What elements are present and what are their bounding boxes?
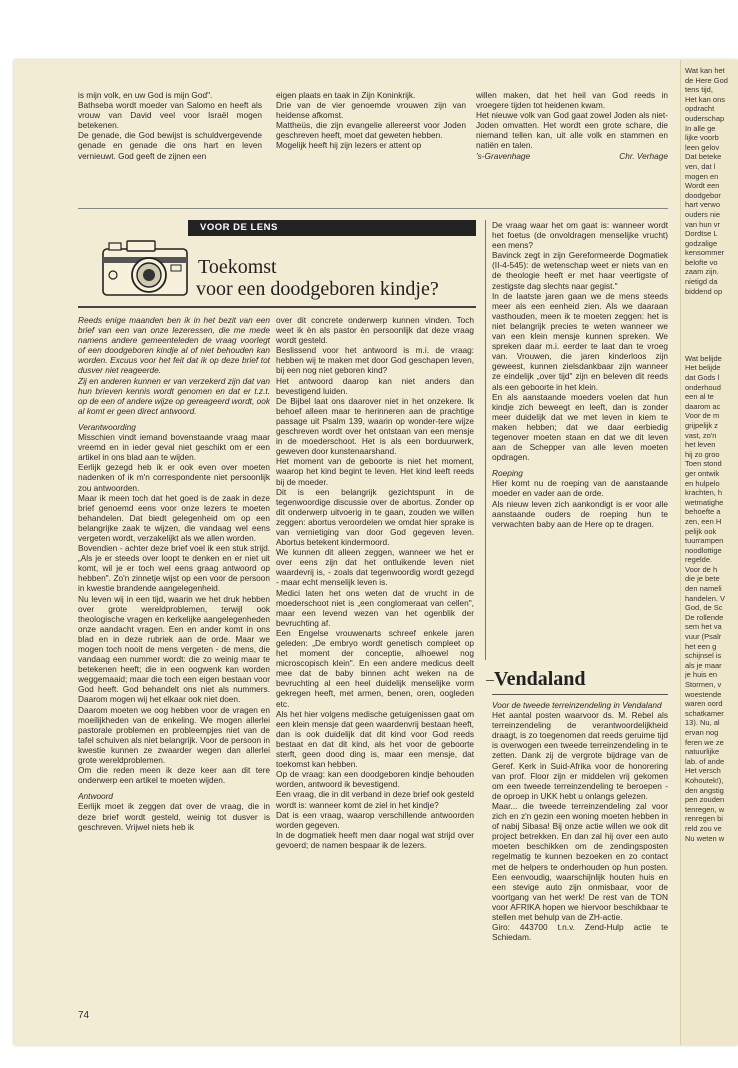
top-col2-p2: Drie van de vier genoemde vrouwen zijn van heidense afkomst.: [276, 100, 466, 121]
next-page-line: lab. of ande: [685, 756, 725, 766]
next-page-line: leen gelov: [685, 142, 720, 152]
next-page-line: regelde.: [685, 555, 713, 565]
next-page-line: ouderschap: [685, 113, 725, 123]
col2-p6: Dit is een belangrijk gezichtspunt in de tegenwoordige discussie over de abortus. Zonder op dit onderwerp uitvoerig in te gaan, zouden we willen zeggen: abortus veroordelen we omdat hier sprake is van vernietiging van door God gegeven leven. Abortus betekent kindermoord.: [276, 486, 474, 548]
article-title: [198, 256, 439, 300]
verantwoording-p3: Maar ik meen toch dat het goed is de zaak in deze brief genoemd eens voor onze lezers te moeten behandelen. Dat biedt gelegenheid om op een belangrijke zaak te wijzen, die vandaag wel eens vergeten wordt, verzakelijkt als we allen worden.: [78, 492, 270, 543]
next-page-line: dat Gods l: [685, 373, 720, 382]
next-page-line: De rollende: [685, 612, 724, 622]
top-col2-p4: Mogelijk heeft hij zijn lezers er attent op: [276, 140, 422, 151]
next-page-line: biddend op: [685, 286, 723, 296]
next-page-line: Het kan ons: [685, 94, 726, 104]
col2-p4: De Bijbel laat ons daarover niet in het onzekere. Ik behoef alleen maar te herinneren aan de prachtige passage uit Psalm 139, waarin op wonder-tere wijze geschreven wordt over het ontstaan van een mensje in de moederschoot. Het is als een borduurwerk, geweven door kunstenaarshand.: [276, 395, 474, 457]
article-column-2: [276, 315, 474, 1005]
top-col2-p3: Mattheüs, die zijn evangelie allereerst voor Joden geschreven heeft, moet dat geweten hebben.: [276, 120, 466, 141]
verantwoording-p7: Om die reden meen ik deze keer aan dit tere onderwerp een artikel te moeten wijden.: [78, 765, 270, 786]
next-page-line: vuur (Psalr: [685, 632, 722, 642]
next-page-line: belofte vo: [685, 257, 718, 267]
col2-p12: Een vraag, die in dit verband in deze brief ook gesteld wordt is: wanneer komt de ziel in het kindje?: [276, 789, 474, 810]
next-page-line: Dordtse L: [685, 229, 718, 239]
verantwoording-p1: Misschien vindt iemand bovenstaande vraag maar vreemd en in ieder geval niet geschikt om er een artikel in ons blad aan te wijden.: [78, 432, 270, 463]
next-page-line: Wat belijde: [685, 353, 722, 363]
next-page-line: wetmatighe: [685, 497, 724, 507]
next-page-line: ervan nog: [685, 727, 719, 737]
next-page-line: als je maar: [685, 660, 722, 670]
col2-p9: Een Engelse vrouwenarts schreef enkele jaren geleden: „De embryo wordt genetisch compleet op het moment der conceptie, alhoewel nog microscopisch klein". En een andere medicus deelt mee dat de baby binnen acht weken na de bevruchting al een heel duidelijk menselijke vorm gekregen heeft, met armen, benen, oren, ooglеden etc.: [276, 627, 474, 709]
col2-p1: over dit concrete onderwerp kunnen vinden. Toch weet ik èn als pastor èn persoonlijk dat deze vraag wordt gesteld.: [276, 315, 474, 346]
next-page-line: nietigd da: [685, 277, 718, 287]
top-column-1: [78, 90, 262, 161]
next-page-line: vast, zo'n: [685, 430, 717, 440]
next-page-line: het leven: [685, 440, 716, 450]
next-page-line: Stormen, v: [685, 680, 722, 689]
next-page-line: [685, 325, 738, 335]
next-page-line: lijke voorb: [685, 133, 719, 143]
heading-verantwoording: Verantwoording: [78, 421, 136, 432]
top-col1-p3: De genade, die God bewijst is schuldvergevende genade en genade die ons hart en leven vernieuwt. God geeft de zijnen een: [78, 130, 262, 161]
next-page-line: het een g: [685, 641, 717, 651]
antwoord-p1: Eerlijk moet ik zeggen dat over de vraag, die in deze brief wordt gesteld, weinig tot dusver is geschreven. Vrijwel niets heb ik: [78, 801, 270, 832]
next-page-line: zaam zijn.: [685, 267, 719, 277]
next-page-line: daarom ac: [685, 401, 721, 411]
next-page-line: In alle ge: [685, 123, 716, 133]
col2-p11: Op de vraag: kan een doodgeboren kindje behouden worden, antwoord ik bevestigend.: [276, 769, 474, 790]
next-page-line: tens tijd,: [685, 85, 713, 95]
next-page-line: die je bete: [685, 574, 720, 584]
next-page-line: Dat beteke: [685, 152, 722, 162]
vendaland-title: Vendaland: [494, 668, 586, 690]
next-page-line: [685, 335, 738, 345]
next-page-line: zen, een H: [685, 516, 722, 526]
col2-p13: Dat is een vraag, waarop verschillende antwoorden worden gegeven.: [276, 809, 474, 830]
col3-p2: Bavinck zegt in zijn Gereformeerde Dogmatiek (II-4-545): de wetenschap weet er niets van en de theologie heeft er met haar veertigste of zestigste dag slechts naar gegist.": [492, 250, 668, 291]
camera-icon: [99, 235, 191, 303]
vendaland-p2: Maar... die tweede terreinzendeling zal voor zich en z'n gezin een woning moeten hebben in of nabij Sibasa! Bij onze actie willen we ook dit project betrekken. En dan zal hij over een auto moeten beschikken om de zendingsposten regelmatig te kunnen bezoeken en zo contact met de helpers te onderhouden op hun posten. Een eenvoudig, waarschijnlijk houten huis en een stevige auto zijn onmisbaar, voor de voortgang van het werk! De rest van de TON voor AFRIKA hopen we hiervoor beschikbaar te stellen met behulp van de ZH-actie.: [492, 800, 668, 922]
top-column-2: [276, 90, 466, 151]
next-page-line: kensommer: [685, 248, 725, 258]
verantwoording-p6: Daarom moeten we oog hebben voor de vragen en moeilijkheden van de enkeling. We mogen allerlei pastorale problemen en probleempjes niet van de tafel schuiven als niet belangrijk. Voor de persoon in kwestie kunnen ze zwaarder wegen dan allerlei grote wereldproblemen.: [78, 704, 270, 766]
next-page-text: [685, 66, 738, 843]
vendaland-subtitle: Voor de tweede terreinzendeling in Vendaland: [492, 700, 662, 710]
next-page-line: ouders nie: [685, 209, 721, 219]
next-page-line: handelen. V: [685, 593, 726, 603]
next-page-line: sem het va: [685, 622, 722, 632]
vendaland-p1: Het aantal posten waarvoor ds. M. Rebel als terreinzendeling de verantwoordelijkheid draagt, is zo toegenomen dat reeds geruime tijd is overwogen een tweede terreinzendeling in te zetten. Dank zij de vergrote bijdrage van de Geref. Kerk in Suid-Afrika voor de honorering van prof. Floor zijn er middelen vrij gekomen om een tweede terreinzendeling te beroepen - de oproep in UKK hebt u onlangs gelezen.: [492, 710, 668, 801]
next-page-line: Wordt een: [685, 181, 720, 191]
next-page-line: natuurlijke: [685, 747, 720, 757]
col2-p2: Beslissend voor het antwoord is m.i. de vraag: hebben wij te maken met door God geschapen leven, bij een nog niet geboren kind?: [276, 345, 474, 376]
next-page-line: ven, dat l: [685, 161, 716, 171]
next-page-line: grijpelijk z: [685, 420, 718, 430]
scanned-page: [14, 60, 738, 1045]
signature-name: Chr. Verhage: [619, 150, 668, 161]
roeping-p1: Hier komt nu de roeping van de aanstaande moeder en vader aan de orde.: [492, 478, 668, 499]
next-page-line: godzalige: [685, 238, 718, 248]
verantwoording-p2: Eerlijk gezegd heb ik er ook even over moeten nadenken of ik m'n correspondente niet persoonlijk zou antwoorden.: [78, 462, 270, 493]
top-col3-p2: Het nieuwe volk van God gaat zowel Joden als niet-Joden omvatten. Het wordt een grote schare, die niemand tellen kan, uit alle volk en stammen en natiën en talen.: [476, 110, 668, 151]
next-page-line: Voor de h: [685, 564, 718, 574]
next-page-line: ger ontwik: [685, 468, 720, 478]
next-page-line: waren oord: [685, 699, 723, 709]
vendaland-underline: [492, 694, 668, 695]
heading-roeping: Roeping: [492, 468, 523, 479]
article-column-3: [492, 220, 668, 660]
top-divider: [78, 208, 668, 209]
top-column-3: [476, 90, 668, 161]
next-page-line: behoefte a: [685, 507, 721, 517]
top-col2-p1: eigen plaats en taak in Zijn Koninkrijk.: [276, 90, 416, 100]
signature-place: 's-Gravenhage: [476, 150, 531, 161]
next-page-line: krachten, h: [685, 488, 723, 498]
vendaland-rule-left: [486, 680, 494, 681]
next-page-line: den angstig: [685, 785, 724, 795]
next-page-line: den nameli: [685, 584, 722, 594]
next-page-line: [685, 306, 738, 316]
next-page-line: 13). Nu, al: [685, 718, 720, 728]
col3-p4: En als aanstaande moeders voelen dat hun kindje zich beweegt en leeft, dan is zonder meer duidelijk dat we met leven in kiem te maken hebben; dat we daar eerbiedig tegenover moeten staan en dat we dit leven aan de Schepper van alle leven moeten opdragen.: [492, 391, 668, 463]
col3-p1: De vraag waar het om gaat is: wanneer wordt het foetus (de onvoldragen menselijke vrucht) een mens?: [492, 220, 668, 251]
top-col3-p1: willen maken, dat het heil van God reeds in vroegere tijden tot heidenen kwam.: [476, 90, 668, 111]
col3-p3: In de laatste jaren gaan we de mens steeds meer als een eenheid zien. Als we daaraan vasthouden, meen ik te moeten zeggen: het is niet belangrijk precies te weten wanneer we van een klein mensje kunnen spreken. We spreken daar m.i. eerder te laat dan te vroeg van. Vrouwen, die jaren kinderloos zijn geweest, kunnen zielsdankbaar zijn wanneer ze eindelijk „over tijd" zijn en beleven dit reeds als een geboorte in het klein.: [492, 290, 668, 392]
next-page-line: [685, 296, 738, 306]
article-intro-2: Zij en anderen kunnen er van verzekerd zijn dat van hun brieven kennis wordt genomen en dat er t.z.t. op de een of andere wijze op gereageerd wordt, ook al komt er geen direct antwoord.: [78, 375, 270, 416]
next-page-line: Wat kan het: [685, 66, 725, 75]
col2-p5: Het moment van de geboorte is niet het moment, waarop het kind begint te leven. Het kind leeft reeds bij de moeder.: [276, 456, 474, 487]
article-column-1: [78, 315, 270, 1005]
next-page-line: Het belijde: [685, 363, 721, 373]
title-underline: [78, 306, 476, 308]
next-page-line: Het versch: [685, 766, 721, 776]
col2-p8: Medici laten het ons weten dat de vrucht in de moederschoot niet is „een conglomeraat van cellen", maar een levend wezen van het ogenblik der bevruchting af.: [276, 587, 474, 628]
next-page-line: een al te: [685, 392, 714, 402]
next-page-line: tuurrampen: [685, 536, 724, 546]
next-page-line: Voor de m: [685, 411, 720, 421]
next-page-line: de Here God: [685, 75, 728, 85]
next-page-line: Kohoutek!),: [685, 775, 724, 785]
next-page-line: pen zouden: [685, 795, 725, 805]
verantwoording-p5: Nu leven wij in een tijd, waarin we het druk hebben over grote wereldproblemen, terwijl ook theologische vragen en kerkelijke aangelegenheden onze aandacht vragen. Een en ander komt in ons blad en in deze rubriek aan de orde. Maar we mogen toch nooit de mens vergeten - de mens, die vandaag een nummer wordt: die zo weinig maar te betekenen heeft; die in een oogwenk kan worden weggemaaid; maar die toch een eigen bestaan voor God heeft. God behandelt ons niet als nummers. Daarom mogen wij het elkaar ook niet doen.: [78, 593, 270, 705]
col2-p10: Als het hier volgens medische getuigenissen gaat om een klein mensje dat geen waardenvrij bestaan heeft, dan is ook duidelijk dat dit kind voor God reeds bestaat en dat dit kind, als het voor de geboorte sterft, geen dood ding is, maar een mensje, dat toekomst kan hebben.: [276, 708, 474, 770]
next-page-line: schatkamer: [685, 708, 724, 718]
next-page-line: noodlottige: [685, 545, 722, 555]
next-page-line: renregen bi: [685, 814, 723, 824]
heading-antwoord: Antwoord: [78, 791, 114, 802]
col2-p3: Het antwoord daarop kan niet anders dan bevestigend luiden.: [276, 375, 474, 396]
next-page-line: Toen stond: [685, 459, 722, 469]
next-page-line: en hulpelo: [685, 478, 720, 488]
next-page-line: tenregen, w: [685, 804, 725, 814]
top-col1-p2: Bathseba wordt moeder van Salomo en heeft als vrouw van David veel voor Israël mogen betekenen.: [78, 100, 262, 131]
col2-p14: In de dogmatiek heeft men daar nogal wat strijd over gevoerd; de namen bespaar ik de lezers.: [276, 829, 474, 850]
article-intro: Reeds enige maanden ben ik in het bezit van een brief van een van onze lezeressen, die me mede namens andere gemeenteleden de vraag voorlegt of een doodgeboren kindje al of niet behouden kan worden. Excuus voor het feit dat ik op deze brief tot dusver niet reageerde.: [78, 315, 270, 376]
next-page-line: opdracht: [685, 104, 715, 114]
article-title-line2: voor een doodgeboren kindje?: [196, 278, 439, 300]
next-page-line: je huis en: [685, 670, 718, 680]
next-page-line: mogen en: [685, 171, 719, 181]
article-title-line1: Toekomst: [198, 256, 277, 278]
next-page-line: woestende: [685, 689, 722, 699]
verantwoording-p4: Bovendien - achter deze brief voel ik een stuk strijd. „Als je er steeds over loopt te denken en er niet uit komt, wil je er toch wel eens graag antwoord op hebben". Zo'n zinnetje wijst op een voor de persoon in kwestie brandende aangelegenheid.: [78, 543, 270, 594]
next-page-line: [685, 344, 738, 354]
vendaland-column: [492, 700, 668, 1005]
next-page-line: God, de Sc: [685, 603, 723, 613]
next-page-line: feren we ze: [685, 737, 724, 747]
top-col1-p1: is mijn volk, en uw God is mijn God".: [78, 90, 213, 100]
magazine-page-74: [14, 60, 680, 1045]
next-page-line: hij zo groo: [685, 449, 720, 459]
page-number: 74: [78, 1010, 90, 1021]
next-page-line: pelijk ook: [685, 526, 717, 536]
next-page-line: reld zou ve: [685, 823, 722, 833]
next-page-line: hart verwo: [685, 200, 721, 210]
next-page-line: doodgebor: [685, 190, 721, 200]
vendaland-p3: Giro: 443700 t.n.v. Zend-Hulp actie te Schiedam.: [492, 922, 668, 943]
roeping-p2: Als nieuw leven zich aankondigt is er voor alle aanstaande ouders de roeping hun te verwachten baby aan de Here op te dragen.: [492, 498, 668, 529]
signature-line: [476, 151, 668, 161]
section-label: VOOR DE LENS: [188, 220, 476, 236]
next-page-line: Nu weten w: [685, 833, 725, 843]
next-page-line: onderhoud: [685, 382, 721, 392]
next-page-line: van hun vr: [685, 219, 721, 229]
next-page-line: schijnsel is: [685, 651, 722, 661]
next-page-line: [685, 315, 738, 325]
col2-p7: We kunnen dit alleen zeggen, wanneer we het er over eens zijn dat het ontluikende leven niet waardevrij is, - zoals dat tegenwoordig wordt gezegd - maar echt menselijk leven is.: [276, 547, 474, 588]
column-divider: [485, 220, 486, 660]
next-page-edge: [680, 60, 738, 1045]
